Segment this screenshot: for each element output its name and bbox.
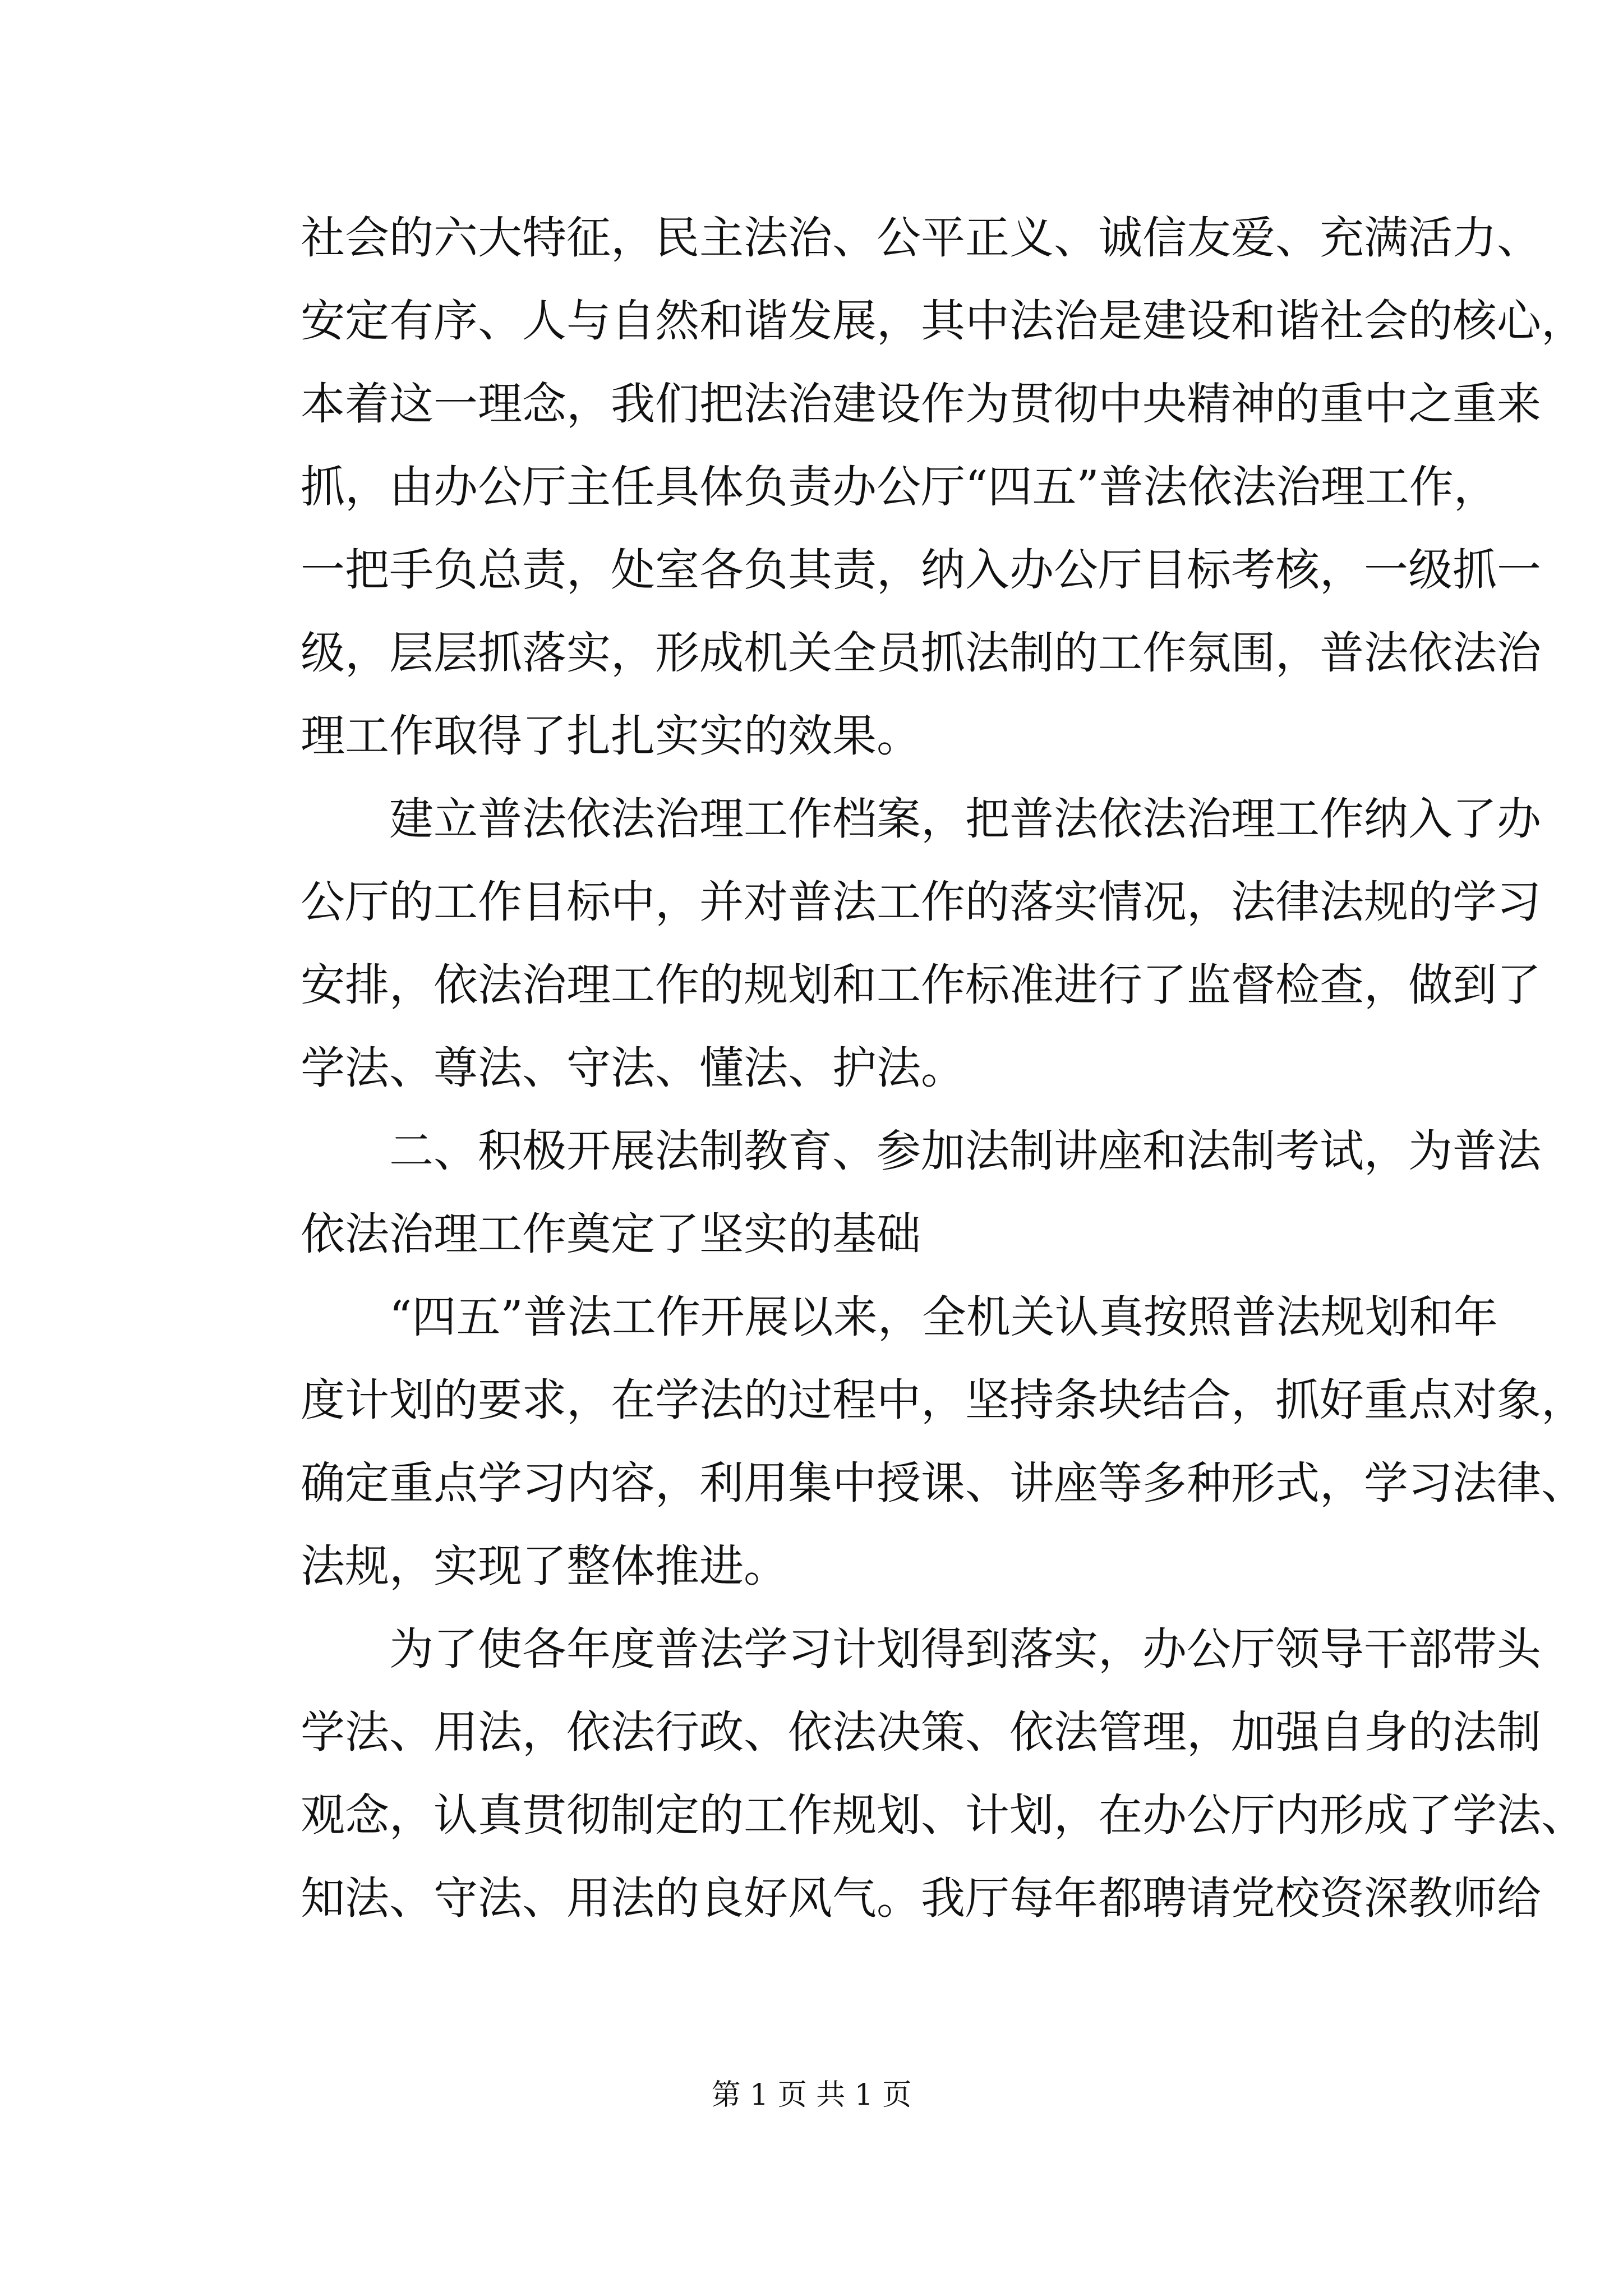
text-line: 为了使各年度普法学习计划得到落实，办公厅领导干部带头 xyxy=(301,1623,1541,1675)
text-line: 抓，由办公厅主任具体负责办公厅“四五”普法依法治理工作， xyxy=(301,461,1498,513)
document-body xyxy=(301,196,1585,1940)
text-line: 级，层层抓落实，形成机关全员抓法制的工作氛围，普法依法治 xyxy=(301,627,1541,679)
text-line: 安排，依法治理工作的规划和工作标准进行了监督检查，做到了 xyxy=(301,959,1541,1011)
text-line: 本着这一理念，我们把法治建设作为贯彻中央精神的重中之重来 xyxy=(301,378,1541,430)
text-line: 安定有序、人与自然和谐发展，其中法治是建设和谐社会的核心， xyxy=(301,295,1585,347)
text-line: 二、积极开展法制教育、参加法制讲座和法制考试，为普法 xyxy=(301,1125,1541,1177)
text-line: “四五”普法工作开展以来，全机关认真按照普法规划和年 xyxy=(301,1291,1498,1343)
text-line: 观念，认真贯彻制定的工作规划、计划，在办公厅内形成了学法、 xyxy=(301,1789,1585,1841)
text-line: 一把手负总责，处室各负其责，纳入办公厅目标考核，一级抓一 xyxy=(301,544,1541,596)
text-line: 社会的六大特征，民主法治、公平正义、诚信友爱、充满活力、 xyxy=(301,212,1541,264)
text-line: 理工作取得了扎扎实实的效果。 xyxy=(301,710,921,762)
text-line: 知法、守法、用法的良好风气。我厅每年都聘请党校资深教师给 xyxy=(301,1872,1541,1924)
text-line: 建立普法依法治理工作档案，把普法依法治理工作纳入了办 xyxy=(301,793,1541,845)
text-line: 公厅的工作目标中，并对普法工作的落实情况，法律法规的学习 xyxy=(301,876,1541,928)
page-footer: 第 1 页 共 1 页 xyxy=(711,2078,912,2112)
text-line: 学法、尊法、守法、懂法、护法。 xyxy=(301,1042,965,1094)
text-line: 依法治理工作奠定了坚实的基础 xyxy=(301,1208,921,1260)
text-line: 法规，实现了整体推进。 xyxy=(301,1540,788,1592)
text-line: 度计划的要求，在学法的过程中，坚持条块结合，抓好重点对象， xyxy=(301,1374,1585,1426)
text-line: 确定重点学习内容，利用集中授课、讲座等多种形式，学习法律、 xyxy=(301,1457,1585,1509)
text-line: 学法、用法，依法行政、依法决策、依法管理，加强自身的法制 xyxy=(301,1706,1541,1758)
